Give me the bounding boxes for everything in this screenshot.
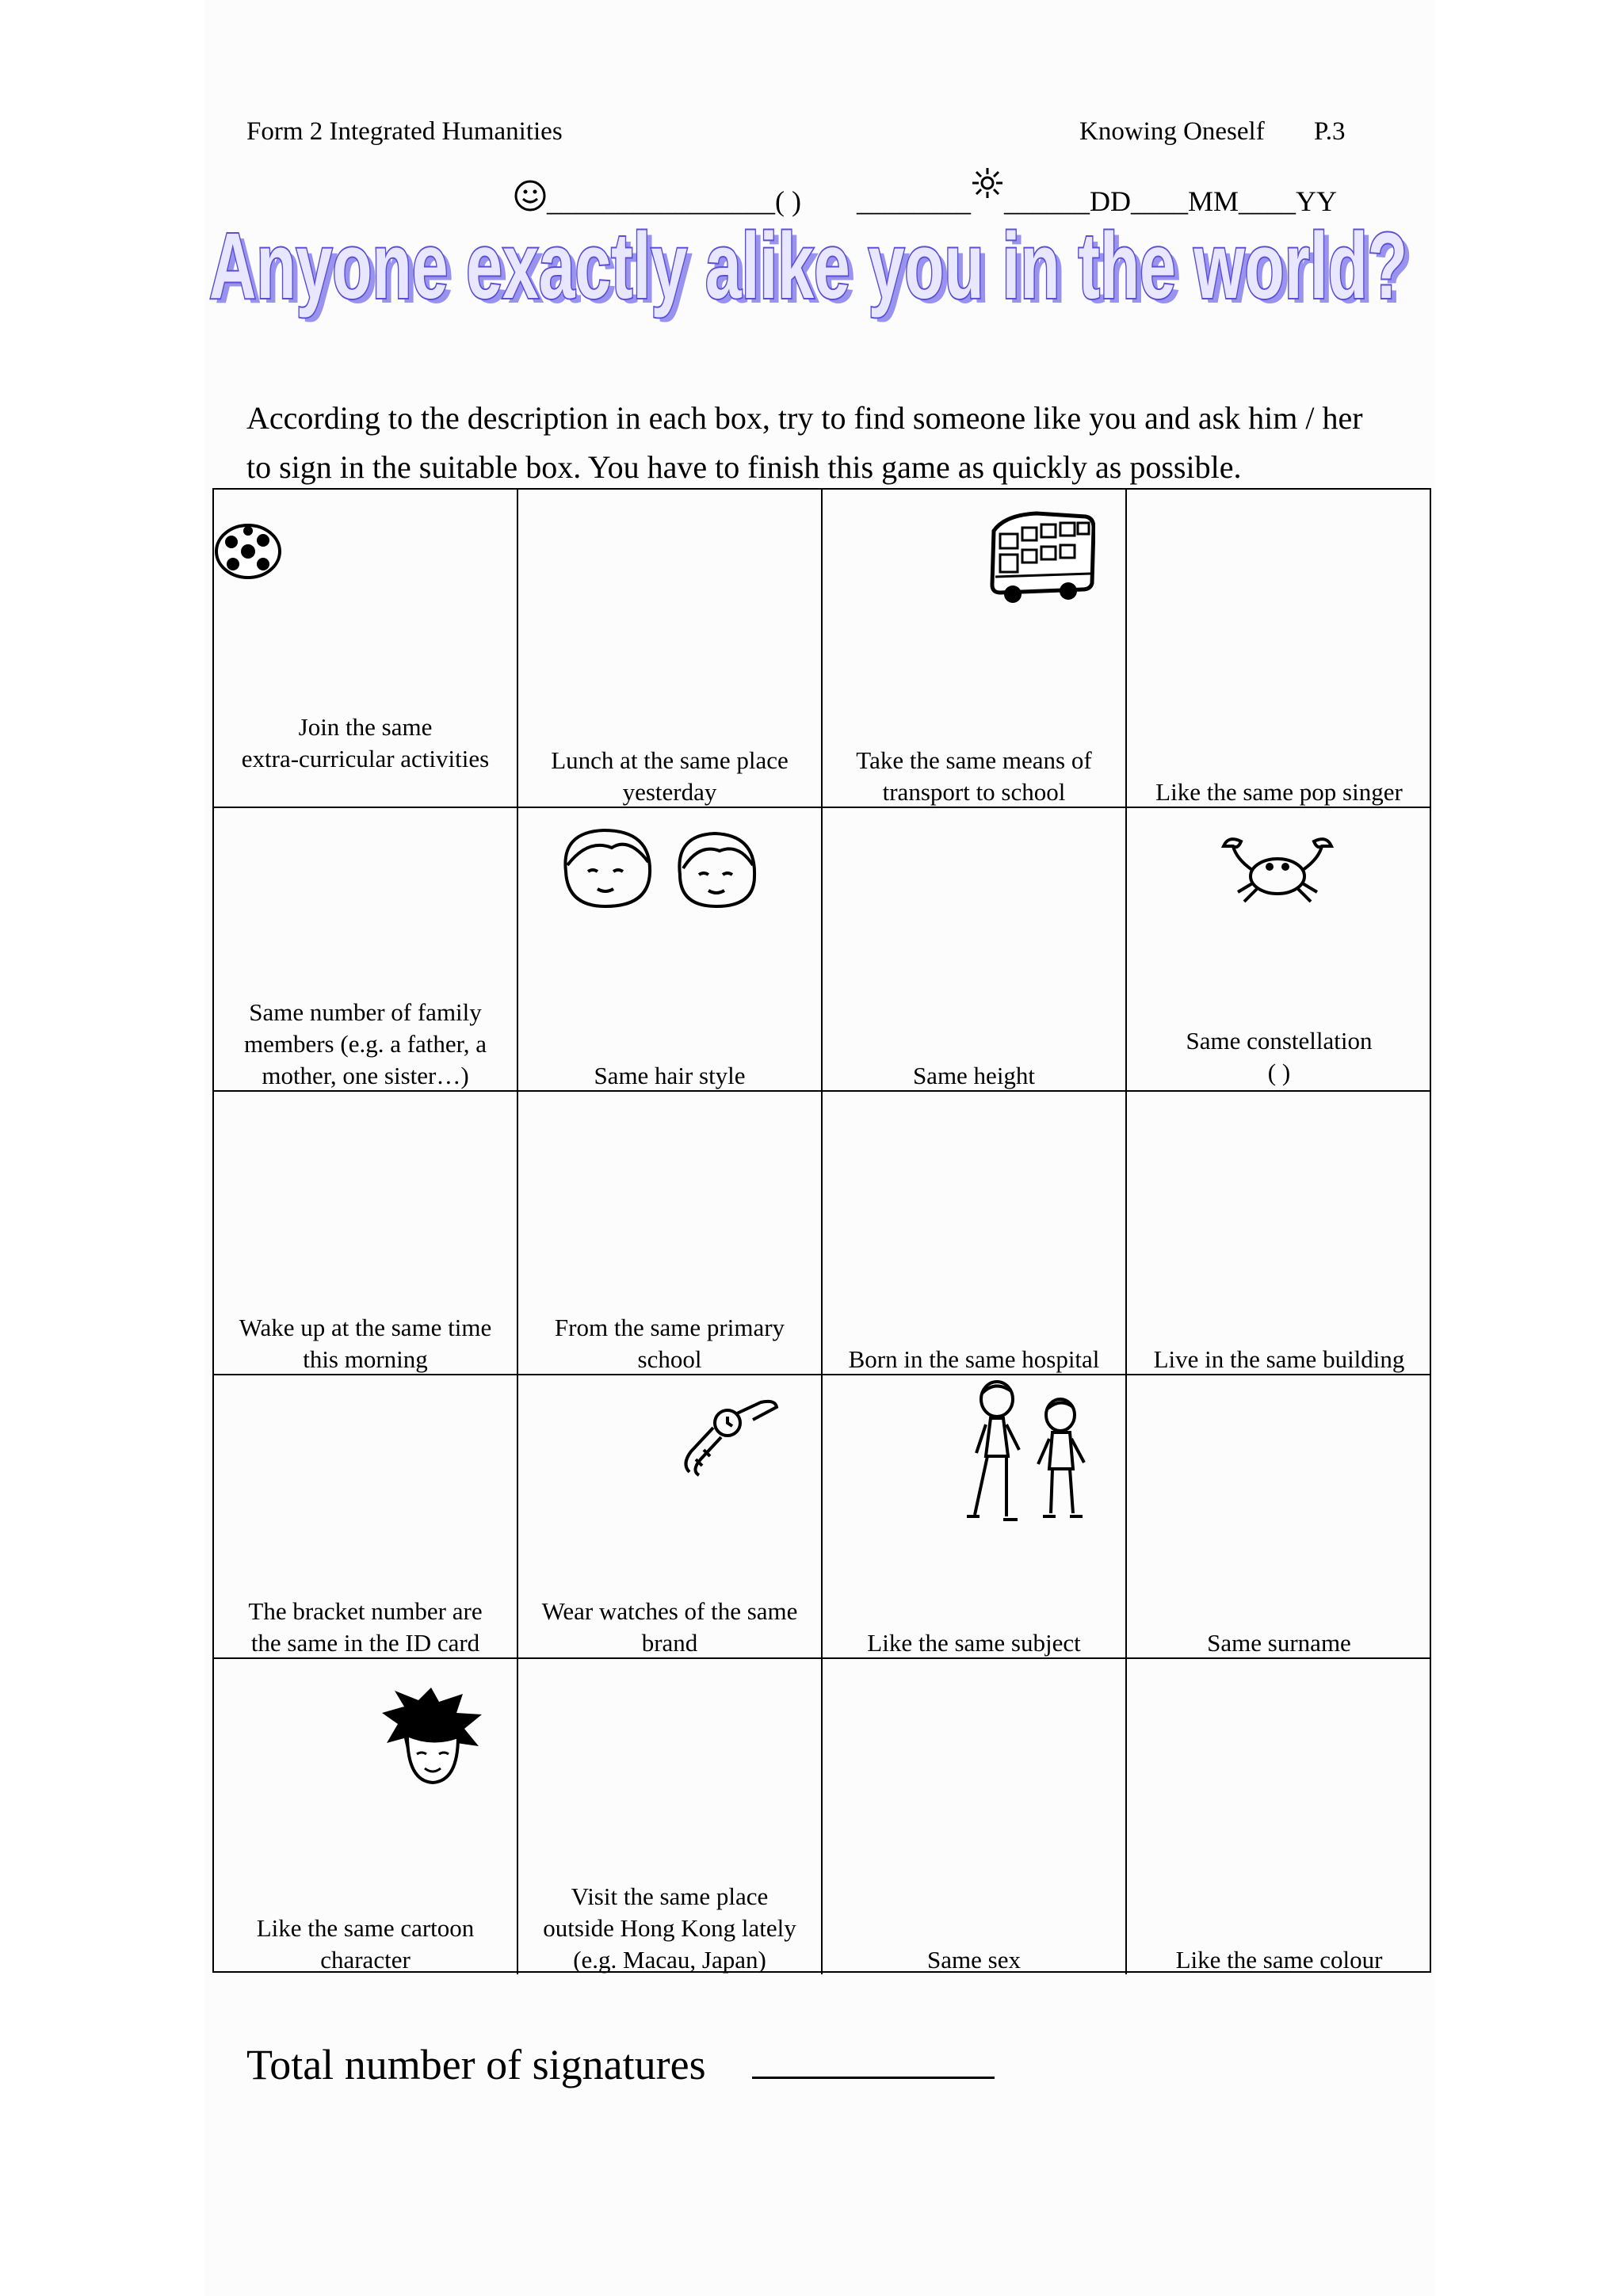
- day-blank[interactable]: ______: [1003, 185, 1090, 217]
- box-description-line: mother, one sister…): [262, 1062, 469, 1089]
- box-description-line: members (e.g. a father, a: [243, 1030, 487, 1058]
- student-info-line: [514, 166, 1337, 218]
- name-blank[interactable]: ________________: [547, 185, 775, 217]
- month-blank[interactable]: ____: [1130, 185, 1188, 217]
- box-description-line: Take the same means of: [856, 746, 1092, 774]
- box-description-line: Like the same pop singer: [1155, 778, 1403, 806]
- box-description-line: yesterday: [622, 778, 717, 806]
- signature-box[interactable]: [1127, 490, 1431, 808]
- two-children-faces-icon: [556, 824, 764, 913]
- box-description: [217, 711, 514, 775]
- box-description: [217, 997, 514, 1092]
- football-icon: [214, 521, 282, 580]
- box-description-line: transport to school: [882, 778, 1066, 806]
- box-description-line: Join the same: [298, 713, 433, 741]
- sun-icon: [971, 166, 1004, 218]
- signature-box[interactable]: [214, 1092, 518, 1375]
- box-description-line: character: [320, 1946, 411, 1974]
- box-description: [1130, 1627, 1428, 1659]
- box-description-line: (e.g. Macau, Japan): [573, 1946, 766, 1974]
- box-description: [217, 1596, 514, 1659]
- page-number: P.3: [1314, 117, 1346, 146]
- box-description-line: extra-curricular activities: [241, 745, 490, 772]
- box-description-line: Wake up at the same time: [239, 1314, 492, 1341]
- signature-box[interactable]: [823, 1659, 1127, 1974]
- instructions: According to the description in each box, try to find someone like you and ask him / her to sign in the suitable box. You have to finish this game as quickly as possible.: [246, 400, 1363, 485]
- box-description-line: From the same primary: [554, 1314, 785, 1341]
- smiley-icon: [514, 179, 547, 218]
- box-description: [1130, 1944, 1428, 1976]
- class-number-bracket[interactable]: ( ): [775, 185, 801, 217]
- box-description: [826, 745, 1122, 808]
- signature-box[interactable]: [214, 808, 518, 1092]
- signature-box[interactable]: [1127, 1375, 1431, 1659]
- day-label: DD: [1089, 185, 1131, 217]
- box-description-line: Same surname: [1207, 1629, 1351, 1657]
- box-description-line: the same in the ID card: [250, 1629, 480, 1657]
- signature-box[interactable]: [823, 808, 1127, 1092]
- box-description-line: outside Hong Kong lately: [543, 1914, 796, 1942]
- box-description-line: Same constellation: [1186, 1027, 1373, 1055]
- year-label: YY: [1296, 185, 1338, 217]
- date-blank[interactable]: ________: [856, 185, 971, 217]
- bus-icon: [989, 507, 1095, 607]
- title-text: Anyone exactly alike you in the world?: [209, 215, 1407, 318]
- signature-box[interactable]: [823, 1092, 1127, 1375]
- box-description-line: Born in the same hospital: [848, 1345, 1100, 1373]
- two-boys-icon: [951, 1380, 1098, 1526]
- box-description-line: Visit the same place: [571, 1882, 769, 1910]
- signature-box[interactable]: [518, 490, 823, 808]
- year-blank[interactable]: ____: [1239, 185, 1296, 217]
- box-description-line: school: [637, 1345, 702, 1373]
- total-signatures-label: Total number of signatures: [246, 2041, 706, 2088]
- box-description: [217, 1312, 514, 1375]
- box-description: [521, 1312, 818, 1375]
- box-description-line: Like the same subject: [867, 1629, 1081, 1657]
- signature-box[interactable]: [1127, 1092, 1431, 1375]
- box-description-line: Like the same colour: [1175, 1946, 1383, 1974]
- wristwatch-icon: [678, 1396, 781, 1482]
- subject-heading: Form 2 Integrated Humanities: [246, 117, 563, 146]
- signature-box[interactable]: [518, 1659, 823, 1974]
- month-label: MM: [1187, 185, 1239, 217]
- box-description: [521, 1596, 818, 1659]
- box-description: [521, 1881, 818, 1976]
- crab-icon: [1217, 835, 1338, 906]
- box-description-line: Same hair style: [594, 1062, 746, 1089]
- box-description-line: The bracket number are: [248, 1597, 483, 1625]
- box-description-line: Lunch at the same place: [551, 746, 789, 774]
- signature-box[interactable]: [214, 1375, 518, 1659]
- box-description: [1130, 1025, 1428, 1089]
- box-description: [521, 1060, 818, 1092]
- box-description-line: Same number of family: [249, 998, 482, 1026]
- box-description-line: brand: [641, 1629, 698, 1657]
- box-description: [1130, 1344, 1428, 1375]
- box-description: [217, 1913, 514, 1976]
- total-signatures-blank[interactable]: [752, 2045, 995, 2079]
- box-description: [826, 1944, 1122, 1976]
- box-description-line: ( ): [1267, 1058, 1291, 1086]
- box-description-line: Same sex: [927, 1946, 1021, 1974]
- box-description: [1130, 776, 1428, 808]
- title-shadow: Anyone exactly alike you in the world?: [215, 219, 1413, 323]
- box-description-line: Live in the same building: [1153, 1345, 1405, 1373]
- box-description: [826, 1060, 1122, 1092]
- total-signatures: [246, 2040, 995, 2089]
- worksheet-title: [208, 215, 1428, 326]
- topic-heading: Knowing Oneself: [1079, 117, 1265, 146]
- box-description: [521, 745, 818, 808]
- box-description-line: Same height: [912, 1062, 1036, 1089]
- cartoon-character-icon: [380, 1688, 485, 1787]
- signature-box[interactable]: [518, 1092, 823, 1375]
- box-description-line: Like the same cartoon: [256, 1914, 475, 1942]
- box-description: [826, 1344, 1122, 1375]
- signature-box[interactable]: [1127, 1659, 1431, 1974]
- box-description: [826, 1627, 1122, 1659]
- box-description-line: Wear watches of the same: [541, 1597, 798, 1625]
- box-description-line: this morning: [303, 1345, 428, 1373]
